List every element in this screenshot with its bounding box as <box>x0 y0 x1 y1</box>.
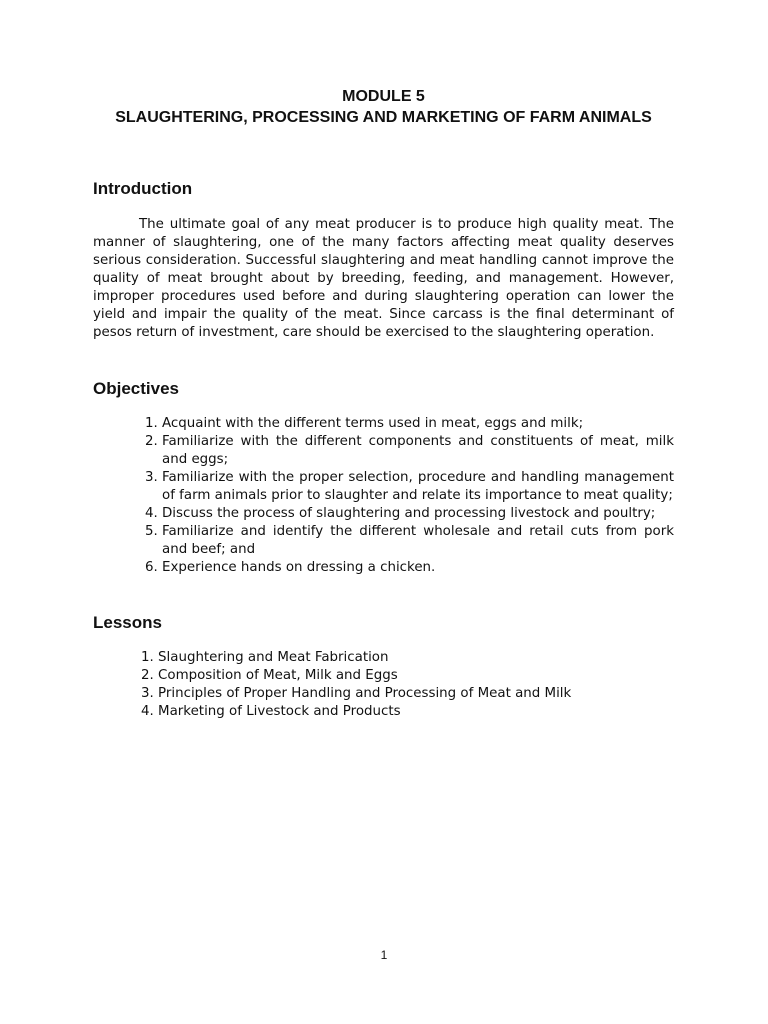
module-number: MODULE 5 <box>342 88 425 105</box>
lessons-heading: Lessons <box>93 613 162 632</box>
lesson-item: 2. Composition of Meat, Milk and Eggs <box>141 668 398 683</box>
objective-item: 2. Familiarize with the different components and constituents of meat, milk and eggs; <box>162 433 674 469</box>
objective-item: 1. Acquaint with the different terms used in meat, eggs and milk; <box>162 415 674 433</box>
page-number: 1 <box>380 948 388 962</box>
lesson-item: 4. Marketing of Livestock and Products <box>141 704 401 719</box>
objective-item: 5. Familiarize and identify the different wholesale and retail cuts from pork and beef; and <box>162 523 674 559</box>
title-block <box>93 86 674 128</box>
lessons-list <box>141 649 674 721</box>
objectives-list <box>93 415 674 577</box>
objective-item: 4. Discuss the process of slaughtering and processing livestock and poultry; <box>162 505 674 523</box>
introduction-heading: Introduction <box>93 179 193 198</box>
lesson-item: 3. Principles of Proper Handling and Processing of Meat and Milk <box>141 686 572 701</box>
objective-item: 6. Experience hands on dressing a chicken. <box>162 559 674 577</box>
introduction-paragraph: The ultimate goal of any meat producer is to produce high quality meat. The manner of slaughtering, one of the many factors affecting meat quality deserves serious consideration. Successful slaughtering and meat handling cannot improve the quality of meat brought about by breeding, feeding, and management. However, improper procedures used before and during slaughtering operation can lower the yield and impair the quality of the meat. Since carcass is the final determinant of pesos return of investment, care should be exercised to the slaughtering operation. <box>93 217 674 340</box>
objectives-heading: Objectives <box>93 379 179 398</box>
objective-item: 3. Familiarize with the proper selection, procedure and handling management of farm animals prior to slaughter and relate its importance to meat quality; <box>162 469 674 505</box>
lesson-item: 1. Slaughtering and Meat Fabrication <box>141 650 389 665</box>
module-title: SLAUGHTERING, PROCESSING AND MARKETING OF FARM ANIMALS <box>115 109 652 126</box>
